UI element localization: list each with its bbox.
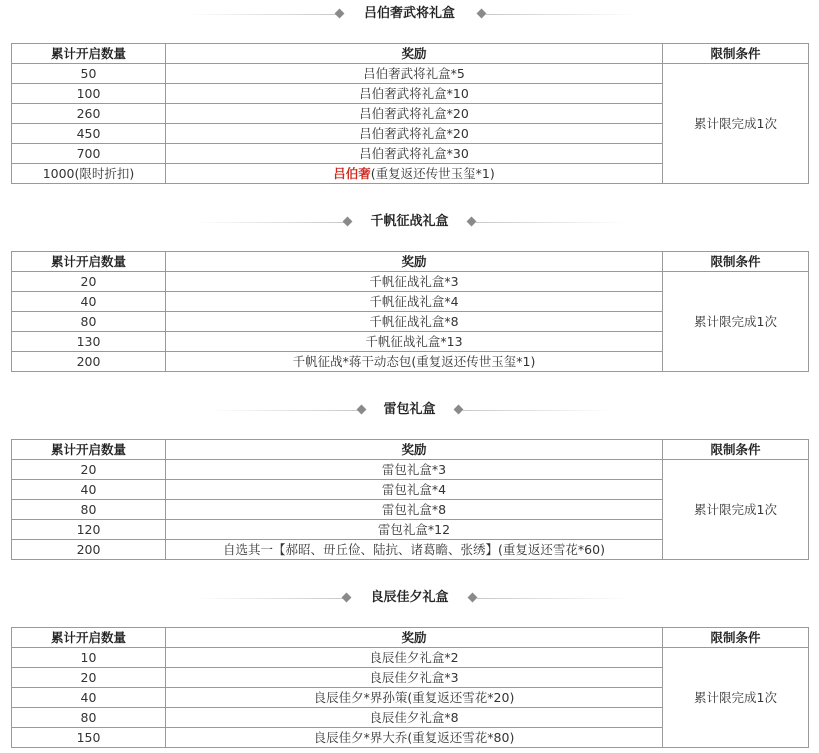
count-cell: 40 (12, 292, 166, 312)
reward-table (11, 251, 809, 372)
reward-cell: 雷包礼盒*8 (166, 500, 663, 520)
diamond-icon (468, 593, 478, 603)
reward-cell: 吕伯奢武将礼盒*20 (166, 104, 663, 124)
count-cell: 80 (12, 312, 166, 332)
divider-line (196, 222, 346, 223)
reward-rest: (重复返还传世玉玺*1) (370, 165, 495, 181)
reward-cell: 千帆征战礼盒*13 (166, 332, 663, 352)
divider-line (463, 410, 613, 411)
divider-line (188, 14, 338, 15)
header-count: 累计开启数量 (12, 628, 166, 648)
diamond-icon (343, 217, 353, 227)
table-header-row (12, 44, 809, 64)
limit-cell: 累计限完成1次 (663, 64, 809, 184)
count-cell: 20 (12, 460, 166, 480)
table-row (12, 64, 809, 84)
count-cell: 1000(限时折扣) (12, 164, 166, 184)
section-title: 吕伯奢武将礼盒 (363, 6, 455, 21)
reward-table (11, 43, 809, 184)
section-title-bar (0, 210, 819, 234)
count-cell: 200 (12, 540, 166, 560)
reward-cell: 千帆征战礼盒*8 (166, 312, 663, 332)
table-header-row (12, 440, 809, 460)
section-title: 雷包礼盒 (383, 402, 436, 417)
count-cell: 450 (12, 124, 166, 144)
divider-line (477, 598, 627, 599)
reward-cell (166, 164, 663, 184)
reward-cell: 千帆征战礼盒*3 (166, 272, 663, 292)
diamond-icon (477, 9, 487, 19)
divider-line (476, 222, 626, 223)
count-cell: 20 (12, 272, 166, 292)
section-liangchen (0, 586, 819, 745)
header-count: 累计开启数量 (12, 44, 166, 64)
section-title-bar (0, 2, 819, 26)
reward-cell: 良辰佳夕*界大乔(重复返还雪花*80) (166, 728, 663, 748)
count-cell: 100 (12, 84, 166, 104)
count-cell: 150 (12, 728, 166, 748)
header-reward: 奖励 (166, 440, 663, 460)
reward-highlight: 吕伯奢 (333, 165, 371, 181)
reward-table (11, 627, 809, 748)
section-qianfan (0, 210, 819, 369)
count-cell: 260 (12, 104, 166, 124)
header-limit: 限制条件 (663, 440, 809, 460)
reward-cell: 雷包礼盒*12 (166, 520, 663, 540)
count-cell: 20 (12, 668, 166, 688)
count-cell: 40 (12, 688, 166, 708)
reward-table (11, 439, 809, 560)
reward-cell: 良辰佳夕礼盒*8 (166, 708, 663, 728)
table-header-row (12, 628, 809, 648)
section-lvboshe (0, 2, 819, 181)
count-cell: 10 (12, 648, 166, 668)
reward-cell: 良辰佳夕礼盒*3 (166, 668, 663, 688)
divider-line (486, 14, 636, 15)
reward-cell: 良辰佳夕礼盒*2 (166, 648, 663, 668)
section-title: 良辰佳夕礼盒 (370, 590, 449, 605)
reward-cell: 吕伯奢武将礼盒*30 (166, 144, 663, 164)
diamond-icon (357, 405, 367, 415)
reward-cell: 雷包礼盒*3 (166, 460, 663, 480)
header-reward: 奖励 (166, 252, 663, 272)
reward-cell: 自选其一【郝昭、毌丘俭、陆抗、诸葛瞻、张绣】(重复返还雪花*60) (166, 540, 663, 560)
section-title: 千帆征战礼盒 (370, 214, 449, 229)
count-cell: 700 (12, 144, 166, 164)
table-row (12, 272, 809, 292)
reward-cell: 吕伯奢武将礼盒*20 (166, 124, 663, 144)
section-title-bar (0, 586, 819, 610)
header-count: 累计开启数量 (12, 440, 166, 460)
count-cell: 50 (12, 64, 166, 84)
reward-cell: 千帆征战*蒋干动态包(重复返还传世玉玺*1) (166, 352, 663, 372)
limit-cell: 累计限完成1次 (663, 648, 809, 748)
diamond-icon (467, 217, 477, 227)
count-cell: 130 (12, 332, 166, 352)
header-limit: 限制条件 (663, 628, 809, 648)
divider-line (195, 598, 345, 599)
reward-cell: 吕伯奢武将礼盒*5 (166, 64, 663, 84)
reward-cell: 良辰佳夕*界孙策(重复返还雪花*20) (166, 688, 663, 708)
diamond-icon (335, 9, 345, 19)
header-limit: 限制条件 (663, 252, 809, 272)
count-cell: 120 (12, 520, 166, 540)
diamond-icon (342, 593, 352, 603)
section-leibao (0, 398, 819, 557)
limit-cell: 累计限完成1次 (663, 460, 809, 560)
table-row (12, 648, 809, 668)
divider-line (210, 410, 360, 411)
reward-cell: 雷包礼盒*4 (166, 480, 663, 500)
count-cell: 40 (12, 480, 166, 500)
limit-cell: 累计限完成1次 (663, 272, 809, 372)
reward-cell: 千帆征战礼盒*4 (166, 292, 663, 312)
count-cell: 80 (12, 500, 166, 520)
count-cell: 200 (12, 352, 166, 372)
section-title-bar (0, 398, 819, 422)
header-reward: 奖励 (166, 44, 663, 64)
reward-cell: 吕伯奢武将礼盒*10 (166, 84, 663, 104)
header-reward: 奖励 (166, 628, 663, 648)
header-count: 累计开启数量 (12, 252, 166, 272)
diamond-icon (454, 405, 464, 415)
table-row (12, 460, 809, 480)
header-limit: 限制条件 (663, 44, 809, 64)
table-header-row (12, 252, 809, 272)
count-cell: 80 (12, 708, 166, 728)
